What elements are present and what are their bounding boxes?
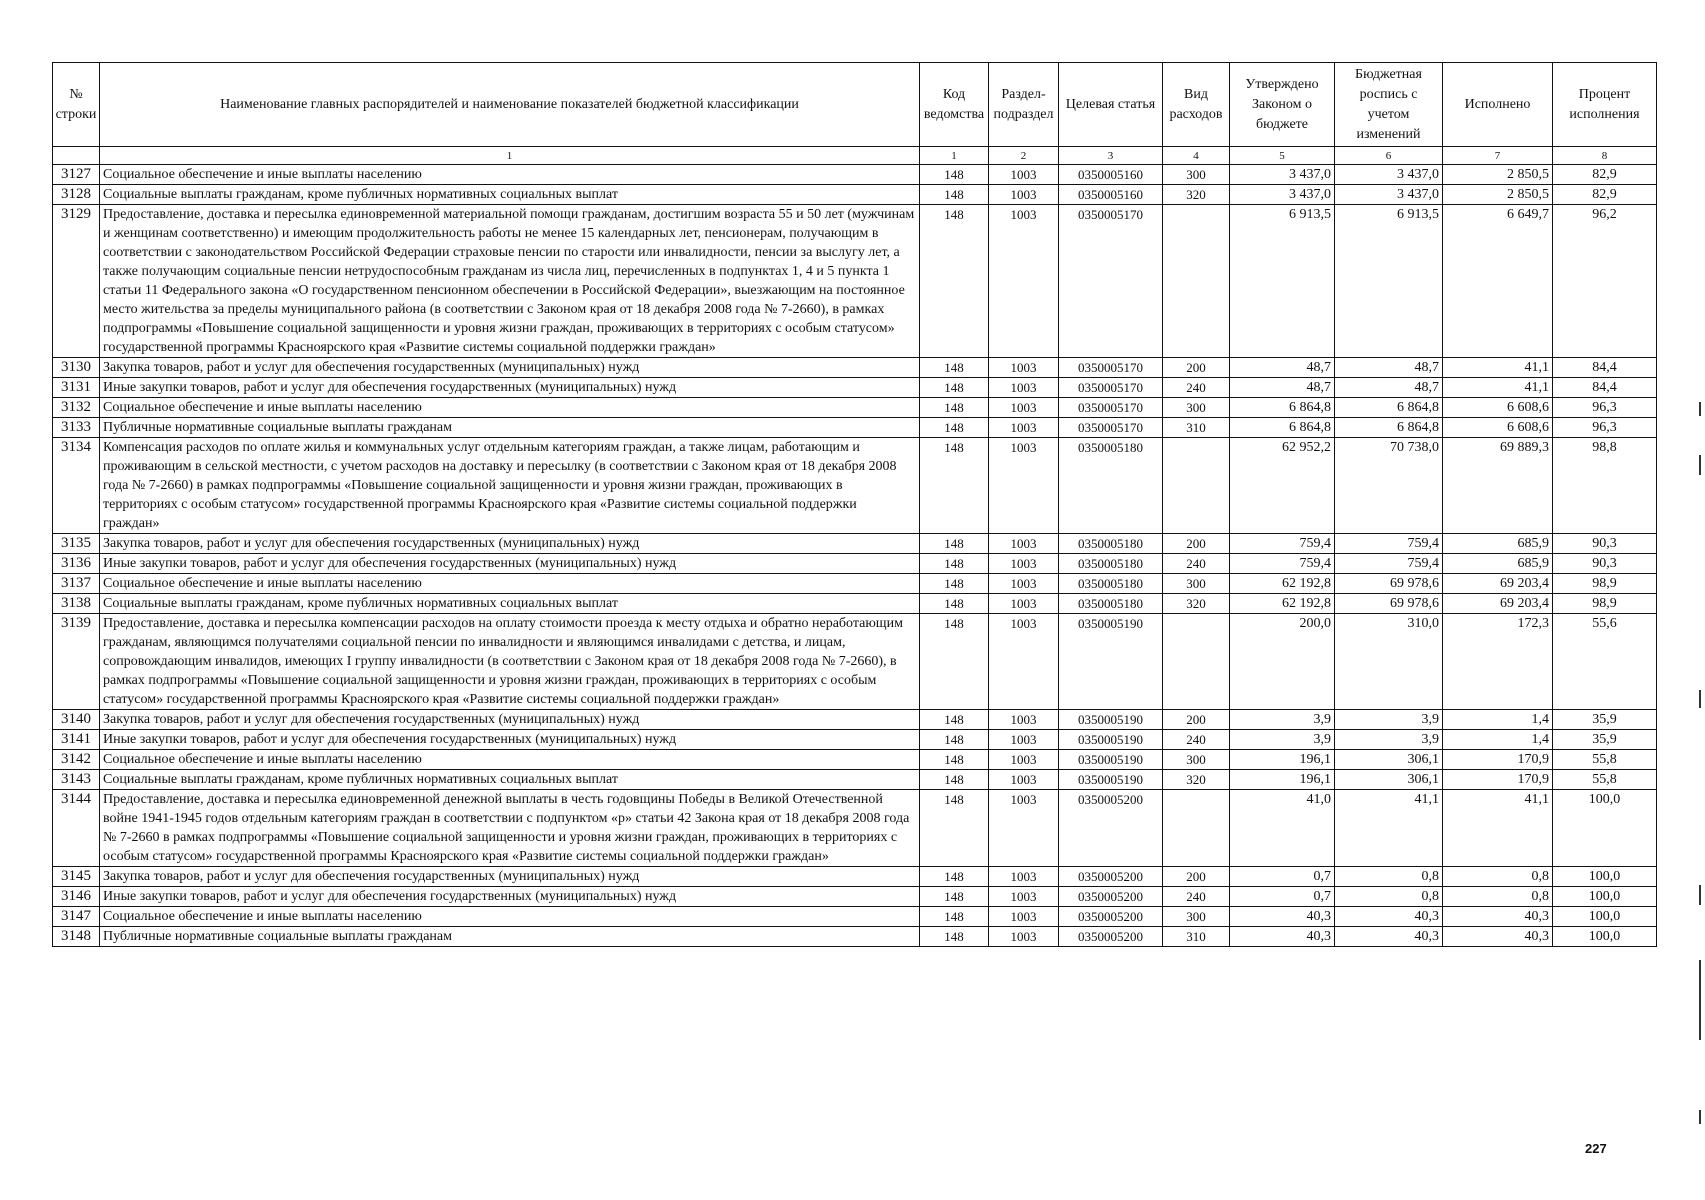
executed-amount: 1,4 <box>1443 710 1553 730</box>
approved-amount: 759,4 <box>1230 534 1335 554</box>
painting-amount: 6 864,8 <box>1335 418 1443 438</box>
dept-code: 148 <box>920 710 989 730</box>
executed-amount: 6 649,7 <box>1443 205 1553 358</box>
row-number: 3146 <box>53 887 100 907</box>
painting-amount: 3,9 <box>1335 710 1443 730</box>
row-name: Публичные нормативные социальные выплаты гражданам <box>100 927 920 947</box>
dept-code: 148 <box>920 790 989 867</box>
approved-amount: 6 864,8 <box>1230 398 1335 418</box>
header-executed: Исполнено <box>1443 63 1553 147</box>
execution-percent: 98,9 <box>1553 594 1657 614</box>
executed-amount: 1,4 <box>1443 730 1553 750</box>
section-code: 1003 <box>989 438 1059 534</box>
table-row <box>53 205 1657 358</box>
page-number: 227 <box>1585 1141 1607 1156</box>
approved-amount: 6 864,8 <box>1230 418 1335 438</box>
executed-amount: 41,1 <box>1443 378 1553 398</box>
dept-code: 148 <box>920 730 989 750</box>
target-code: 0350005190 <box>1059 770 1163 790</box>
target-code: 0350005170 <box>1059 358 1163 378</box>
target-code: 0350005170 <box>1059 205 1163 358</box>
executed-amount: 0,8 <box>1443 867 1553 887</box>
target-code: 0350005200 <box>1059 907 1163 927</box>
expense-kind: 310 <box>1163 418 1230 438</box>
executed-amount: 685,9 <box>1443 534 1553 554</box>
section-code: 1003 <box>989 730 1059 750</box>
column-number: 5 <box>1230 147 1335 165</box>
column-number: 1 <box>100 147 920 165</box>
painting-amount: 759,4 <box>1335 534 1443 554</box>
row-number: 3147 <box>53 907 100 927</box>
table-row <box>53 927 1657 947</box>
row-number: 3138 <box>53 594 100 614</box>
scan-mark <box>1699 960 1701 1040</box>
executed-amount: 685,9 <box>1443 554 1553 574</box>
row-number: 3141 <box>53 730 100 750</box>
row-number: 3139 <box>53 614 100 710</box>
dept-code: 148 <box>920 534 989 554</box>
painting-amount: 41,1 <box>1335 790 1443 867</box>
executed-amount: 40,3 <box>1443 907 1553 927</box>
row-number: 3144 <box>53 790 100 867</box>
row-number: 3143 <box>53 770 100 790</box>
table-row <box>53 750 1657 770</box>
painting-amount: 0,8 <box>1335 887 1443 907</box>
expense-kind: 200 <box>1163 358 1230 378</box>
painting-amount: 48,7 <box>1335 378 1443 398</box>
execution-percent: 35,9 <box>1553 730 1657 750</box>
dept-code: 148 <box>920 927 989 947</box>
target-code: 0350005200 <box>1059 927 1163 947</box>
expense-kind: 300 <box>1163 398 1230 418</box>
approved-amount: 3 437,0 <box>1230 165 1335 185</box>
table-row <box>53 534 1657 554</box>
section-code: 1003 <box>989 534 1059 554</box>
approved-amount: 48,7 <box>1230 358 1335 378</box>
row-number: 3130 <box>53 358 100 378</box>
target-code: 0350005160 <box>1059 185 1163 205</box>
dept-code: 148 <box>920 398 989 418</box>
table-row <box>53 398 1657 418</box>
header-name: Наименование главных распорядителей и наименование показателей бюджетной классификации <box>100 63 920 147</box>
scan-mark <box>1699 402 1701 416</box>
target-code: 0350005190 <box>1059 750 1163 770</box>
dept-code: 148 <box>920 887 989 907</box>
column-number: 1 <box>920 147 989 165</box>
table-row <box>53 554 1657 574</box>
section-code: 1003 <box>989 418 1059 438</box>
dept-code: 148 <box>920 438 989 534</box>
column-number: 8 <box>1553 147 1657 165</box>
row-name: Предоставление, доставка и пересылка единовременной денежной выплаты в честь годовщины Победы в Великой Отечественной войне 1941-1945 годов отдельным категориям граждан в соответствии с подпунктом «р» статьи 42 Закона края от 18 декабря 2008 года № 7-2660 в рамках подпрограммы «Повышение социальной защищенности и уровня жизни граждан, проживающих в территориях с особым статусом» государственной программы Красноярского края «Развитие системы социальной поддержки граждан» <box>100 790 920 867</box>
row-number: 3142 <box>53 750 100 770</box>
section-code: 1003 <box>989 867 1059 887</box>
painting-amount: 3 437,0 <box>1335 185 1443 205</box>
executed-amount: 6 608,6 <box>1443 398 1553 418</box>
column-number: 2 <box>989 147 1059 165</box>
header-percent: Процент исполнения <box>1553 63 1657 147</box>
row-number: 3136 <box>53 554 100 574</box>
row-name: Закупка товаров, работ и услуг для обеспечения государственных (муниципальных) нужд <box>100 358 920 378</box>
approved-amount: 40,3 <box>1230 927 1335 947</box>
target-code: 0350005200 <box>1059 887 1163 907</box>
table-row <box>53 378 1657 398</box>
row-number: 3140 <box>53 710 100 730</box>
painting-amount: 310,0 <box>1335 614 1443 710</box>
painting-amount: 6 864,8 <box>1335 398 1443 418</box>
executed-amount: 69 203,4 <box>1443 574 1553 594</box>
execution-percent: 96,2 <box>1553 205 1657 358</box>
row-number: 3148 <box>53 927 100 947</box>
section-code: 1003 <box>989 398 1059 418</box>
dept-code: 148 <box>920 185 989 205</box>
target-code: 0350005190 <box>1059 730 1163 750</box>
row-name: Социальное обеспечение и иные выплаты населению <box>100 574 920 594</box>
dept-code: 148 <box>920 750 989 770</box>
row-name: Социальные выплаты гражданам, кроме публичных нормативных социальных выплат <box>100 770 920 790</box>
approved-amount: 0,7 <box>1230 887 1335 907</box>
dept-code: 148 <box>920 594 989 614</box>
row-number: 3135 <box>53 534 100 554</box>
row-number: 3128 <box>53 185 100 205</box>
painting-amount: 70 738,0 <box>1335 438 1443 534</box>
table-row <box>53 710 1657 730</box>
table-row <box>53 418 1657 438</box>
expense-kind: 240 <box>1163 378 1230 398</box>
scan-mark <box>1699 690 1701 708</box>
dept-code: 148 <box>920 867 989 887</box>
header-row-no: № строки <box>53 63 100 147</box>
scan-mark <box>1699 885 1701 905</box>
target-code: 0350005200 <box>1059 790 1163 867</box>
painting-amount: 48,7 <box>1335 358 1443 378</box>
expense-kind <box>1163 614 1230 710</box>
execution-percent: 96,3 <box>1553 398 1657 418</box>
expense-kind: 240 <box>1163 730 1230 750</box>
row-name: Закупка товаров, работ и услуг для обеспечения государственных (муниципальных) нужд <box>100 867 920 887</box>
target-code: 0350005170 <box>1059 378 1163 398</box>
expense-kind: 300 <box>1163 165 1230 185</box>
section-code: 1003 <box>989 594 1059 614</box>
row-name: Социальное обеспечение и иные выплаты населению <box>100 398 920 418</box>
section-code: 1003 <box>989 378 1059 398</box>
approved-amount: 6 913,5 <box>1230 205 1335 358</box>
executed-amount: 69 203,4 <box>1443 594 1553 614</box>
dept-code: 148 <box>920 907 989 927</box>
table-row <box>53 730 1657 750</box>
expense-kind: 300 <box>1163 574 1230 594</box>
target-code: 0350005180 <box>1059 594 1163 614</box>
execution-percent: 82,9 <box>1553 185 1657 205</box>
table-row <box>53 438 1657 534</box>
approved-amount: 0,7 <box>1230 867 1335 887</box>
header-painting: Бюджетная роспись с учетом изменений <box>1335 63 1443 147</box>
execution-percent: 90,3 <box>1553 554 1657 574</box>
approved-amount: 62 192,8 <box>1230 574 1335 594</box>
expense-kind <box>1163 438 1230 534</box>
row-name: Социальные выплаты гражданам, кроме публичных нормативных социальных выплат <box>100 594 920 614</box>
row-name: Социальное обеспечение и иные выплаты населению <box>100 165 920 185</box>
table-row <box>53 867 1657 887</box>
expense-kind: 240 <box>1163 887 1230 907</box>
target-code: 0350005180 <box>1059 438 1163 534</box>
execution-percent: 98,9 <box>1553 574 1657 594</box>
execution-percent: 98,8 <box>1553 438 1657 534</box>
header-dept: Код ведомства <box>920 63 989 147</box>
dept-code: 148 <box>920 614 989 710</box>
target-code: 0350005180 <box>1059 534 1163 554</box>
section-code: 1003 <box>989 165 1059 185</box>
execution-percent: 90,3 <box>1553 534 1657 554</box>
execution-percent: 82,9 <box>1553 165 1657 185</box>
expense-kind: 200 <box>1163 534 1230 554</box>
approved-amount: 200,0 <box>1230 614 1335 710</box>
budget-execution-table <box>52 62 1657 947</box>
execution-percent: 35,9 <box>1553 710 1657 730</box>
row-number: 3145 <box>53 867 100 887</box>
section-code: 1003 <box>989 770 1059 790</box>
expense-kind: 300 <box>1163 907 1230 927</box>
row-number: 3129 <box>53 205 100 358</box>
target-code: 0350005180 <box>1059 574 1163 594</box>
row-number: 3127 <box>53 165 100 185</box>
table-row <box>53 790 1657 867</box>
row-number: 3133 <box>53 418 100 438</box>
target-code: 0350005190 <box>1059 710 1163 730</box>
painting-amount: 6 913,5 <box>1335 205 1443 358</box>
row-number: 3134 <box>53 438 100 534</box>
table-row <box>53 907 1657 927</box>
section-code: 1003 <box>989 790 1059 867</box>
column-number-row <box>53 147 1657 165</box>
execution-percent: 100,0 <box>1553 907 1657 927</box>
dept-code: 148 <box>920 165 989 185</box>
approved-amount: 62 952,2 <box>1230 438 1335 534</box>
target-code: 0350005170 <box>1059 398 1163 418</box>
expense-kind: 200 <box>1163 710 1230 730</box>
expense-kind: 320 <box>1163 185 1230 205</box>
execution-percent: 55,8 <box>1553 770 1657 790</box>
executed-amount: 170,9 <box>1443 770 1553 790</box>
execution-percent: 100,0 <box>1553 790 1657 867</box>
section-code: 1003 <box>989 358 1059 378</box>
dept-code: 148 <box>920 418 989 438</box>
approved-amount: 41,0 <box>1230 790 1335 867</box>
expense-kind: 320 <box>1163 594 1230 614</box>
dept-code: 148 <box>920 554 989 574</box>
table-row <box>53 594 1657 614</box>
painting-amount: 69 978,6 <box>1335 594 1443 614</box>
expense-kind: 310 <box>1163 927 1230 947</box>
executed-amount: 0,8 <box>1443 887 1553 907</box>
row-name: Иные закупки товаров, работ и услуг для обеспечения государственных (муниципальных) нужд <box>100 730 920 750</box>
row-name: Закупка товаров, работ и услуг для обеспечения государственных (муниципальных) нужд <box>100 534 920 554</box>
row-name: Социальное обеспечение и иные выплаты населению <box>100 750 920 770</box>
column-number: 4 <box>1163 147 1230 165</box>
section-code: 1003 <box>989 927 1059 947</box>
row-name: Предоставление, доставка и пересылка единовременной материальной помощи гражданам, достигшим возраста 55 и 50 лет (мужчинам и женщинам соответственно) и имеющим продолжительность работы не менее 15 календарных лет, пенсионерам, получающим в соответствии с законодательством Российской Федерации страховые пенсии по старости или инвалидности, пенсии за выслугу лет, а также получающим социальные пенсии нетрудоспособным гражданам из числа лиц, перечисленных в подпунктах 1, 4 и 5 пункта 1 статьи 11 Федерального закона «О государственном пенсионном обеспечении в Российской Федерации», выезжающим на постоянное место жительства за пределы муниципального района (в соответствии с Законом края от 18 декабря 2008 года № 7-2660), в рамках подпрограммы «Повышение социальной защищенности и уровня жизни граждан, проживающих в территориях с особым статусом» государственной программы Красноярского края «Развитие системы социальной поддержки граждан» <box>100 205 920 358</box>
table-row <box>53 614 1657 710</box>
expense-kind <box>1163 205 1230 358</box>
execution-percent: 100,0 <box>1553 867 1657 887</box>
executed-amount: 170,9 <box>1443 750 1553 770</box>
column-number: 7 <box>1443 147 1553 165</box>
painting-amount: 3,9 <box>1335 730 1443 750</box>
dept-code: 148 <box>920 378 989 398</box>
dept-code: 148 <box>920 205 989 358</box>
section-code: 1003 <box>989 614 1059 710</box>
target-code: 0350005180 <box>1059 554 1163 574</box>
expense-kind: 320 <box>1163 770 1230 790</box>
executed-amount: 69 889,3 <box>1443 438 1553 534</box>
table-row <box>53 887 1657 907</box>
section-code: 1003 <box>989 887 1059 907</box>
approved-amount: 40,3 <box>1230 907 1335 927</box>
approved-amount: 3,9 <box>1230 730 1335 750</box>
target-code: 0350005170 <box>1059 418 1163 438</box>
painting-amount: 759,4 <box>1335 554 1443 574</box>
row-name: Компенсация расходов по оплате жилья и коммунальных услуг отдельным категориям граждан, а также лицам, работающим и проживающим в сельской местности, с учетом расходов на доставку и пересылку (в соответствии с Законом края от 18 декабря 2008 года № 7-2660) в рамках подпрограммы «Повышение социальной защищенности и уровня жизни граждан, проживающих в территориях с особым статусом» государственной программы Красноярского края «Развитие системы социальной поддержки граждан» <box>100 438 920 534</box>
execution-percent: 84,4 <box>1553 358 1657 378</box>
row-name: Социальные выплаты гражданам, кроме публичных нормативных социальных выплат <box>100 185 920 205</box>
executed-amount: 41,1 <box>1443 790 1553 867</box>
executed-amount: 2 850,5 <box>1443 185 1553 205</box>
painting-amount: 306,1 <box>1335 750 1443 770</box>
table-header-row <box>53 63 1657 147</box>
section-code: 1003 <box>989 750 1059 770</box>
execution-percent: 84,4 <box>1553 378 1657 398</box>
approved-amount: 196,1 <box>1230 750 1335 770</box>
header-target: Целевая статья <box>1059 63 1163 147</box>
approved-amount: 196,1 <box>1230 770 1335 790</box>
execution-percent: 100,0 <box>1553 927 1657 947</box>
execution-percent: 55,8 <box>1553 750 1657 770</box>
table-row <box>53 165 1657 185</box>
scan-mark <box>1699 455 1701 475</box>
table-row <box>53 185 1657 205</box>
approved-amount: 3 437,0 <box>1230 185 1335 205</box>
header-approved: Утверждено Законом о бюджете <box>1230 63 1335 147</box>
executed-amount: 40,3 <box>1443 927 1553 947</box>
painting-amount: 0,8 <box>1335 867 1443 887</box>
dept-code: 148 <box>920 770 989 790</box>
row-name: Закупка товаров, работ и услуг для обеспечения государственных (муниципальных) нужд <box>100 710 920 730</box>
painting-amount: 40,3 <box>1335 927 1443 947</box>
row-name: Предоставление, доставка и пересылка компенсации расходов на оплату стоимости проезда к месту отдыха и обратно неработающим гражданам, являющимся получателями социальной пенсии по инвалидности и являющимся инвалидами с детства, и лицам, сопровождающим инвалидов, имеющих I группу инвалидности (в соответствии с Законом края от 18 декабря 2008 года № 7-2660), в рамках подпрограммы «Повышение социальной защищенности и уровня жизни граждан, проживающих в территориях с особым статусом» государственной программы Красноярского края «Развитие системы социальной поддержки граждан» <box>100 614 920 710</box>
execution-percent: 96,3 <box>1553 418 1657 438</box>
approved-amount: 3,9 <box>1230 710 1335 730</box>
painting-amount: 306,1 <box>1335 770 1443 790</box>
table-row <box>53 358 1657 378</box>
section-code: 1003 <box>989 554 1059 574</box>
row-number: 3132 <box>53 398 100 418</box>
header-section: Раздел-подраздел <box>989 63 1059 147</box>
execution-percent: 100,0 <box>1553 887 1657 907</box>
header-kind: Вид расходов <box>1163 63 1230 147</box>
dept-code: 148 <box>920 574 989 594</box>
column-number-blank <box>53 147 100 165</box>
row-name: Публичные нормативные социальные выплаты гражданам <box>100 418 920 438</box>
row-number: 3137 <box>53 574 100 594</box>
expense-kind: 200 <box>1163 867 1230 887</box>
executed-amount: 172,3 <box>1443 614 1553 710</box>
row-name: Иные закупки товаров, работ и услуг для обеспечения государственных (муниципальных) нужд <box>100 554 920 574</box>
scan-mark <box>1699 1110 1701 1124</box>
column-number: 3 <box>1059 147 1163 165</box>
row-name: Иные закупки товаров, работ и услуг для обеспечения государственных (муниципальных) нужд <box>100 887 920 907</box>
painting-amount: 40,3 <box>1335 907 1443 927</box>
expense-kind: 240 <box>1163 554 1230 574</box>
executed-amount: 41,1 <box>1443 358 1553 378</box>
executed-amount: 2 850,5 <box>1443 165 1553 185</box>
row-name: Социальное обеспечение и иные выплаты населению <box>100 907 920 927</box>
target-code: 0350005160 <box>1059 165 1163 185</box>
section-code: 1003 <box>989 574 1059 594</box>
table-row <box>53 770 1657 790</box>
column-number: 6 <box>1335 147 1443 165</box>
approved-amount: 759,4 <box>1230 554 1335 574</box>
section-code: 1003 <box>989 185 1059 205</box>
section-code: 1003 <box>989 205 1059 358</box>
executed-amount: 6 608,6 <box>1443 418 1553 438</box>
target-code: 0350005200 <box>1059 867 1163 887</box>
approved-amount: 62 192,8 <box>1230 594 1335 614</box>
section-code: 1003 <box>989 710 1059 730</box>
execution-percent: 55,6 <box>1553 614 1657 710</box>
section-code: 1003 <box>989 907 1059 927</box>
painting-amount: 3 437,0 <box>1335 165 1443 185</box>
table-row <box>53 574 1657 594</box>
painting-amount: 69 978,6 <box>1335 574 1443 594</box>
row-name: Иные закупки товаров, работ и услуг для обеспечения государственных (муниципальных) нужд <box>100 378 920 398</box>
target-code: 0350005190 <box>1059 614 1163 710</box>
table-body <box>53 165 1657 947</box>
expense-kind <box>1163 790 1230 867</box>
expense-kind: 300 <box>1163 750 1230 770</box>
dept-code: 148 <box>920 358 989 378</box>
row-number: 3131 <box>53 378 100 398</box>
approved-amount: 48,7 <box>1230 378 1335 398</box>
